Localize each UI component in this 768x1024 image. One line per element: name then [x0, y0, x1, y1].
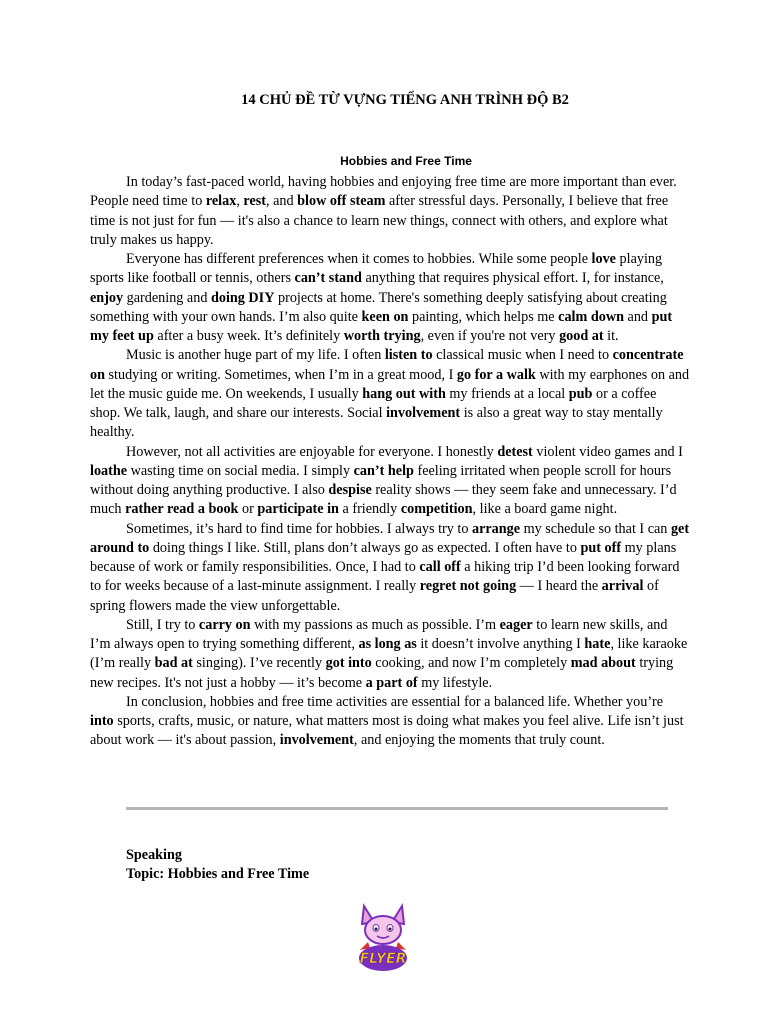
text-run: Still, I try to	[126, 616, 199, 633]
vocabulary-term: concentrate on	[90, 347, 684, 383]
vocabulary-term: relax	[205, 193, 237, 210]
text-run: Music is another huge part of my life. I often	[126, 347, 385, 364]
vocabulary-term: love	[591, 251, 616, 267]
paragraph	[90, 520, 690, 616]
text-run: my plans because of work or family responsibilities. Once, I had to	[90, 539, 677, 575]
vocabulary-term: into	[90, 713, 114, 729]
text-run: playing sports like football or tennis, others	[90, 251, 663, 287]
text-run: In conclusion, hobbies and free time activities are essential for a balanced life. Whether you’re	[126, 693, 664, 710]
text-run: a friendly	[338, 501, 401, 518]
text-run: it.	[603, 328, 619, 344]
paragraph	[90, 693, 690, 751]
vocabulary-term: hate	[584, 636, 611, 652]
vocabulary-term: as long as	[358, 636, 417, 652]
text-run: painting, which helps me	[408, 308, 559, 325]
vocabulary-term: rest	[243, 193, 266, 210]
text-run: , like a board game night.	[472, 501, 618, 518]
vocabulary-term: get around to	[90, 520, 690, 556]
vocabulary-term: bad at	[154, 655, 193, 672]
vocabulary-term: rather read a book	[125, 501, 239, 518]
text-run: ,	[236, 193, 244, 210]
vocabulary-term: participate in	[257, 501, 339, 518]
text-run: Everyone has different preferences when it comes to hobbies. While some people	[126, 251, 592, 267]
paragraph	[90, 616, 690, 693]
text-run: However, not all activities are enjoyable for everyone. I honestly	[126, 443, 498, 460]
text-run: it doesn’t involve anything I	[416, 636, 585, 652]
paragraph	[90, 346, 690, 442]
section-heading: Hobbies and Free Time	[340, 154, 472, 168]
text-run: reality shows — they seem fake and unnecessary. I’d much	[90, 482, 677, 518]
text-run: feeling irritated when people scroll for hours without doing anything productive. I also	[90, 462, 672, 498]
vocabulary-term: put my feet up	[90, 308, 673, 344]
vocabulary-term: involvement	[279, 732, 354, 749]
text-run: a hiking trip I’d been looking forward to for weeks because of a last-minute assignment. I really	[90, 559, 680, 595]
paragraph	[90, 443, 690, 520]
text-run: , and enjoying the moments that truly count.	[353, 732, 605, 749]
vocabulary-term: can’t stand	[294, 270, 362, 287]
text-run: violent video games and I	[532, 443, 683, 460]
document-title: 14 CHỦ ĐỀ TỪ VỰNG TIẾNG ANH TRÌNH ĐỘ B2	[241, 92, 569, 108]
text-run: or a coffee shop. We talk, laugh, and share our interests. Social	[90, 385, 657, 421]
text-run: my friends at a local	[445, 385, 569, 402]
text-run: my lifestyle.	[417, 674, 493, 691]
paragraph	[90, 250, 690, 346]
text-run: after a busy week. It’s definitely	[153, 328, 344, 344]
text-run: — I heard the	[516, 578, 602, 595]
text-run: of spring flowers made the view unforgettable.	[90, 578, 659, 614]
text-run: is also a great way to stay mentally healthy.	[90, 405, 663, 441]
vocabulary-term: worth trying	[343, 328, 421, 344]
vocabulary-term: enjoy	[90, 289, 124, 306]
speaking-label: Speaking	[126, 847, 182, 863]
text-run: to learn new skills, and I’m always open to trying something different,	[90, 616, 668, 652]
text-run: cooking, and now I’m completely	[371, 655, 571, 672]
svg-text:FLYER: FLYER	[359, 951, 407, 967]
text-run: , even if you're not very	[420, 328, 560, 344]
text-run: , and	[266, 193, 298, 210]
flyer-mascot-logo-icon	[350, 902, 416, 976]
vocabulary-term: despise	[328, 482, 372, 498]
text-run: studying or writing. Sometimes, when I’m in a great mood, I	[104, 366, 457, 383]
text-run: trying new recipes. It's not just a hobby — it’s become	[90, 655, 674, 691]
article-body	[90, 173, 690, 751]
text-run: projects at home. There's something deeply satisfying about creating something with your own hands. I’m also quite	[90, 289, 667, 325]
text-run: sports, crafts, music, or nature, what matters most is doing what makes you feel alive. Life isn’t just about work — it's about passion,	[90, 713, 684, 749]
text-run: with my earphones on and let the music guide me. On weekends, I usually	[90, 366, 690, 402]
text-run: singing). I’ve recently	[192, 655, 326, 672]
vocabulary-term: can’t help	[353, 462, 414, 479]
vocabulary-term: arrange	[471, 520, 521, 537]
paragraph	[90, 173, 690, 250]
text-run: In today’s fast-paced world, having hobbies and enjoying free time are more important than ever. People need time to	[90, 174, 677, 210]
vocabulary-term: go for a walk	[456, 366, 536, 383]
text-run: gardening and	[123, 289, 211, 306]
text-run: wasting time on social media. I simply	[127, 462, 354, 479]
vocabulary-term: carry on	[198, 616, 251, 633]
vocabulary-term: listen to	[384, 347, 433, 364]
text-run: , like karaoke (I’m really	[90, 636, 688, 672]
horizontal-divider	[126, 807, 668, 810]
vocabulary-term: pub	[568, 385, 593, 402]
vocabulary-term: got into	[325, 655, 372, 672]
vocabulary-term: regret not going	[419, 578, 517, 595]
vocabulary-term: call off	[419, 559, 461, 575]
vocabulary-term: loathe	[90, 462, 128, 479]
vocabulary-term: hang out with	[362, 385, 446, 402]
text-run: with my passions as much as possible. I’m	[250, 616, 500, 633]
text-run: or	[238, 501, 258, 518]
text-run: after stressful days. Personally, I believe that free time is not just for fun — it's also a chance to learn new things, connect with others, and explore what truly makes us happy.	[90, 193, 669, 248]
vocabulary-term: keen on	[361, 308, 409, 325]
vocabulary-term: eager	[499, 616, 533, 633]
text-run: my schedule so that I can	[520, 520, 671, 537]
vocabulary-term: blow off steam	[297, 193, 386, 210]
vocabulary-term: a part of	[365, 674, 418, 691]
vocabulary-term: good at	[559, 328, 604, 344]
text-run: and	[623, 308, 652, 325]
vocabulary-term: arrival	[601, 578, 644, 595]
vocabulary-term: calm down	[558, 308, 624, 325]
text-run: classical music when I need to	[432, 347, 613, 364]
vocabulary-term: involvement	[386, 405, 461, 421]
vocabulary-term: mad about	[570, 655, 636, 672]
vocabulary-term: detest	[497, 443, 533, 460]
topic-label: Topic: Hobbies and Free Time	[126, 866, 310, 882]
vocabulary-term: put off	[580, 539, 622, 556]
text-run: doing things I like. Still, plans don’t always go as expected. I often have to	[149, 539, 581, 556]
text-run: Sometimes, it’s hard to find time for hobbies. I always try to	[126, 520, 472, 537]
text-run: anything that requires physical effort. I, for instance,	[361, 270, 664, 287]
vocabulary-term: doing DIY	[210, 289, 275, 306]
vocabulary-term: competition	[400, 501, 473, 518]
